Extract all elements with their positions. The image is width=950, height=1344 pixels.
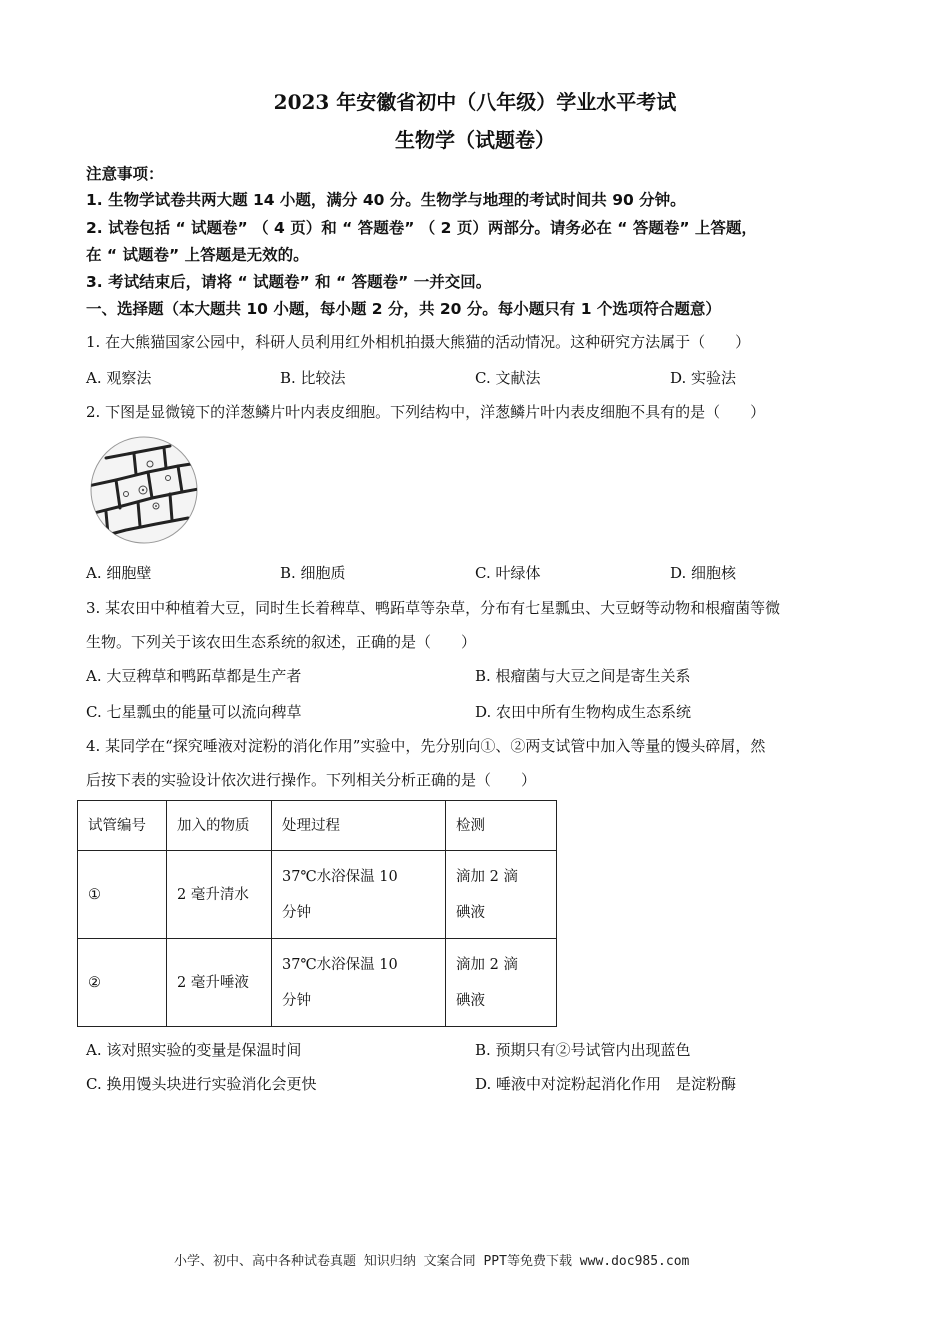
table-header-cell: 加入的物质 [167,801,272,851]
note-item: 1. 生物学试卷共两大题 14 小题，满分 40 分。生物学与地理的考试时间共 90 分钟。 [86,191,686,209]
option-d: D. 细胞核 [670,564,737,582]
exam-subtitle: 生物学（试题卷） [395,128,555,152]
question-stem: 3. 某农田中种植着大豆，同时生长着稗草、鸭跖草等杂草，分布有七星瓢虫、大豆蚜等动物和根瘤菌等微 [86,599,781,617]
question-stem: 4. 某同学在“探究唾液对淀粉的消化作用”实验中，先分别向①、②两支试管中加入等量的馒头碎屑，然 [86,737,766,755]
table-cell-tube: ② [78,939,167,1027]
table-row [78,939,557,1027]
table-cell-test [446,851,557,939]
table-row [78,851,557,939]
option-b: B. 根瘤菌与大豆之间是寄生关系 [475,667,691,685]
exam-title: 2023 年安徽省初中（八年级）学业水平考试 [273,90,677,114]
table-cell-process [272,939,446,1027]
table-cell-tube: ① [78,851,167,939]
note-item: 2. 试卷包括 “ 试题卷” （ 4 页）和 “ 答题卷” （ 2 页）两部分。请务必在 “ 答题卷” 上答题， [86,219,757,237]
option-b: B. 细胞质 [280,564,346,582]
process-line: 分钟 [282,992,311,1009]
onion-cell-micrograph [86,434,202,544]
test-line: 滴加 2 滴 [456,868,518,885]
note-item: 3. 考试结束后，请将 “ 试题卷” 和 “ 答题卷” 一并交回。 [86,273,492,291]
option-c: C. 七星瓢虫的能量可以流向稗草 [86,703,302,721]
option-a: A. 大豆稗草和鸭跖草都是生产者 [86,667,302,685]
option-d: D. 实验法 [670,369,737,387]
option-b: B. 预期只有②号试管内出现蓝色 [475,1041,691,1059]
table-header-row [78,801,557,851]
option-c: C. 文献法 [475,369,541,387]
test-line: 碘液 [456,904,485,921]
question-stem: 1. 在大熊猫国家公园中，科研人员利用红外相机拍摄大熊猫的活动情况。这种研究方法属于（ ） [86,333,751,351]
process-line: 37℃水浴保温 10 [282,956,398,973]
test-line: 碘液 [456,992,485,1009]
section-heading: 一、选择题（本大题共 10 小题，每小题 2 分，共 20 分。每小题只有 1 个选项符合题意） [86,300,721,318]
table-header-cell: 试管编号 [78,801,167,851]
table-cell-substance: 2 毫升唾液 [167,939,272,1027]
question-stem-cont: 后按下表的实验设计依次进行操作。下列相关分析正确的是（ ） [86,771,537,789]
table-cell-test [446,939,557,1027]
footer-link[interactable]: 小学、初中、高中各种试卷真题 知识归纳 文案合同 PPT等免费下载 www.doc985.com [174,1254,690,1269]
question-stem: 2. 下图是显微镜下的洋葱鳞片叶内表皮细胞。下列结构中，洋葱鳞片叶内表皮细胞不具有的是（ ） [86,403,766,421]
question-stem-cont: 生物。下列关于该农田生态系统的叙述，正确的是（ ） [86,633,477,651]
notes-heading: 注意事项： [86,165,164,183]
option-c: C. 换用馒头块进行实验消化会更快 [86,1075,317,1093]
note-item: 在 “ 试题卷” 上答题是无效的。 [86,246,309,264]
process-line: 分钟 [282,904,311,921]
table-header-cell: 处理过程 [272,801,446,851]
option-d: D. 农田中所有生物构成生态系统 [475,703,692,721]
option-a: A. 观察法 [86,369,152,387]
table-cell-substance: 2 毫升清水 [167,851,272,939]
option-a: A. 该对照实验的变量是保温时间 [86,1041,302,1059]
option-a: A. 细胞壁 [86,564,152,582]
table-cell-process [272,851,446,939]
test-line: 滴加 2 滴 [456,956,518,973]
option-d: D. 唾液中对淀粉起消化作用 是淀粉酶 [475,1075,737,1093]
experiment-table [77,800,557,1027]
table-header-cell: 检测 [446,801,557,851]
process-line: 37℃水浴保温 10 [282,868,398,885]
option-c: C. 叶绿体 [475,564,541,582]
option-b: B. 比较法 [280,369,346,387]
